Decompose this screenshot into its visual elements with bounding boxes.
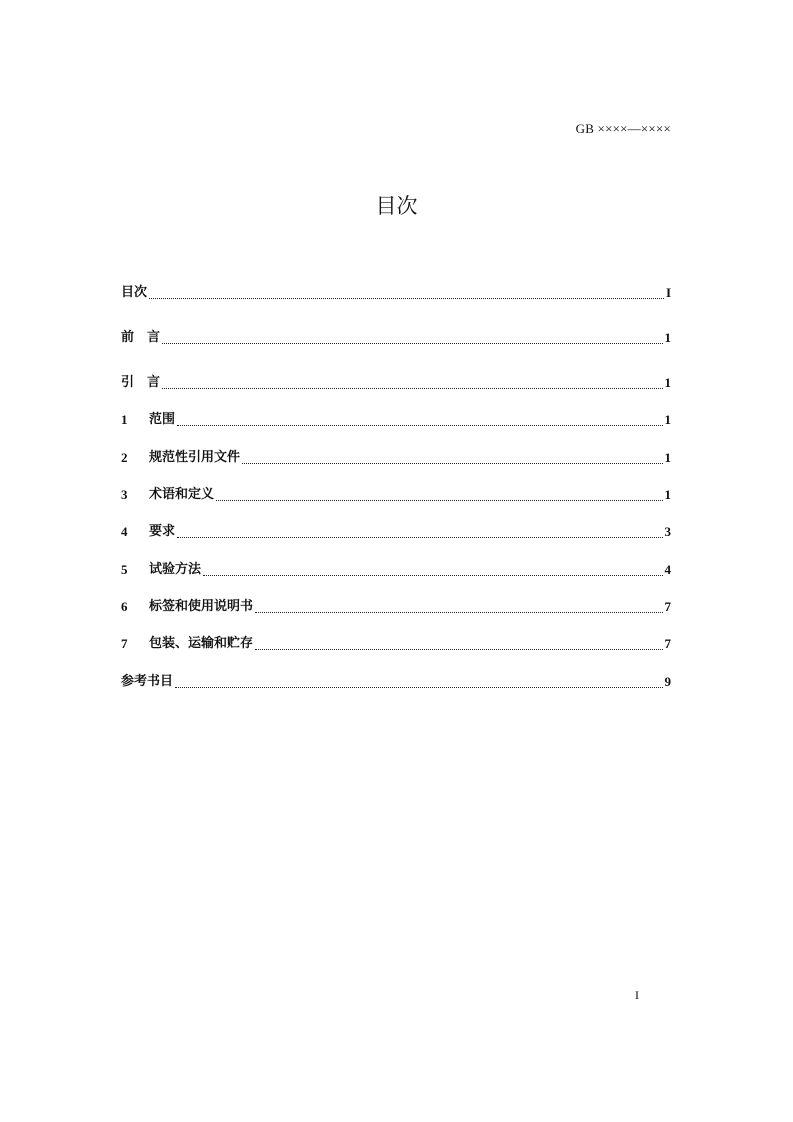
toc-entry-6[interactable] (121, 597, 671, 615)
toc-leader-dots (242, 450, 662, 466)
toc-entry-4[interactable] (121, 522, 671, 540)
standard-code: GB ××××—×××× (575, 121, 671, 136)
toc-leader-dots (162, 330, 662, 346)
toc-entry-title: 规范性引用文件 (149, 450, 241, 465)
toc-entry-title: 前 言 (121, 330, 161, 345)
toc-entry-number: 2 (121, 450, 128, 465)
toc-entry-page: 1 (664, 412, 671, 427)
toc-entry-title: 目次 (121, 285, 148, 300)
toc-entry-foreword[interactable] (121, 328, 671, 346)
toc-leader-dots (175, 674, 662, 690)
toc-entry-contents[interactable] (121, 283, 671, 301)
toc-entry-page: 4 (664, 562, 671, 577)
toc-entry-page: 7 (664, 599, 671, 614)
toc-leader-dots (203, 562, 662, 578)
toc-entry-number: 7 (121, 636, 128, 651)
toc-leader-dots (255, 599, 662, 615)
toc-entry-bibliography[interactable] (121, 672, 671, 690)
page-number: I (635, 988, 639, 1002)
toc-entry-page: 1 (664, 450, 671, 465)
toc-entry-title: 包装、运输和贮存 (149, 636, 254, 651)
toc-entry-title: 引 言 (121, 375, 161, 390)
toc-leader-dots (177, 524, 662, 540)
toc-entry-title: 参考书目 (121, 674, 174, 689)
toc-entry-number: 1 (121, 412, 128, 427)
toc-entry-number: 4 (121, 524, 128, 539)
toc-entry-7[interactable] (121, 634, 671, 652)
toc-entry-introduction[interactable] (121, 373, 671, 391)
toc-leader-dots (162, 375, 662, 391)
toc-entry-title: 术语和定义 (149, 487, 215, 502)
toc-entry-number: 5 (121, 562, 128, 577)
toc-entry-2[interactable] (121, 448, 671, 466)
toc-entry-page: 1 (664, 330, 671, 345)
toc-entry-3[interactable] (121, 485, 671, 503)
page-title: 目次 (375, 194, 418, 218)
toc-entry-page: 7 (664, 636, 671, 651)
toc-entry-title: 范围 (149, 412, 176, 427)
toc-entry-title: 标签和使用说明书 (149, 599, 254, 614)
toc-entry-number: 6 (121, 599, 128, 614)
toc-entry-5[interactable] (121, 560, 671, 578)
toc-entry-title: 试验方法 (149, 562, 202, 577)
toc-entry-1[interactable] (121, 410, 671, 428)
toc-entry-number: 3 (121, 487, 128, 502)
toc-leader-dots (216, 487, 662, 503)
toc-entry-page: 9 (664, 674, 671, 689)
toc-entry-page: 3 (664, 524, 671, 539)
toc-entry-page: 1 (664, 487, 671, 502)
toc-leader-dots (177, 412, 662, 428)
toc-leader-dots (149, 285, 664, 301)
toc-entry-page: 1 (664, 375, 671, 390)
toc-leader-dots (255, 636, 662, 652)
toc-entry-page: I (665, 285, 671, 300)
toc-entry-title: 要求 (149, 524, 176, 539)
